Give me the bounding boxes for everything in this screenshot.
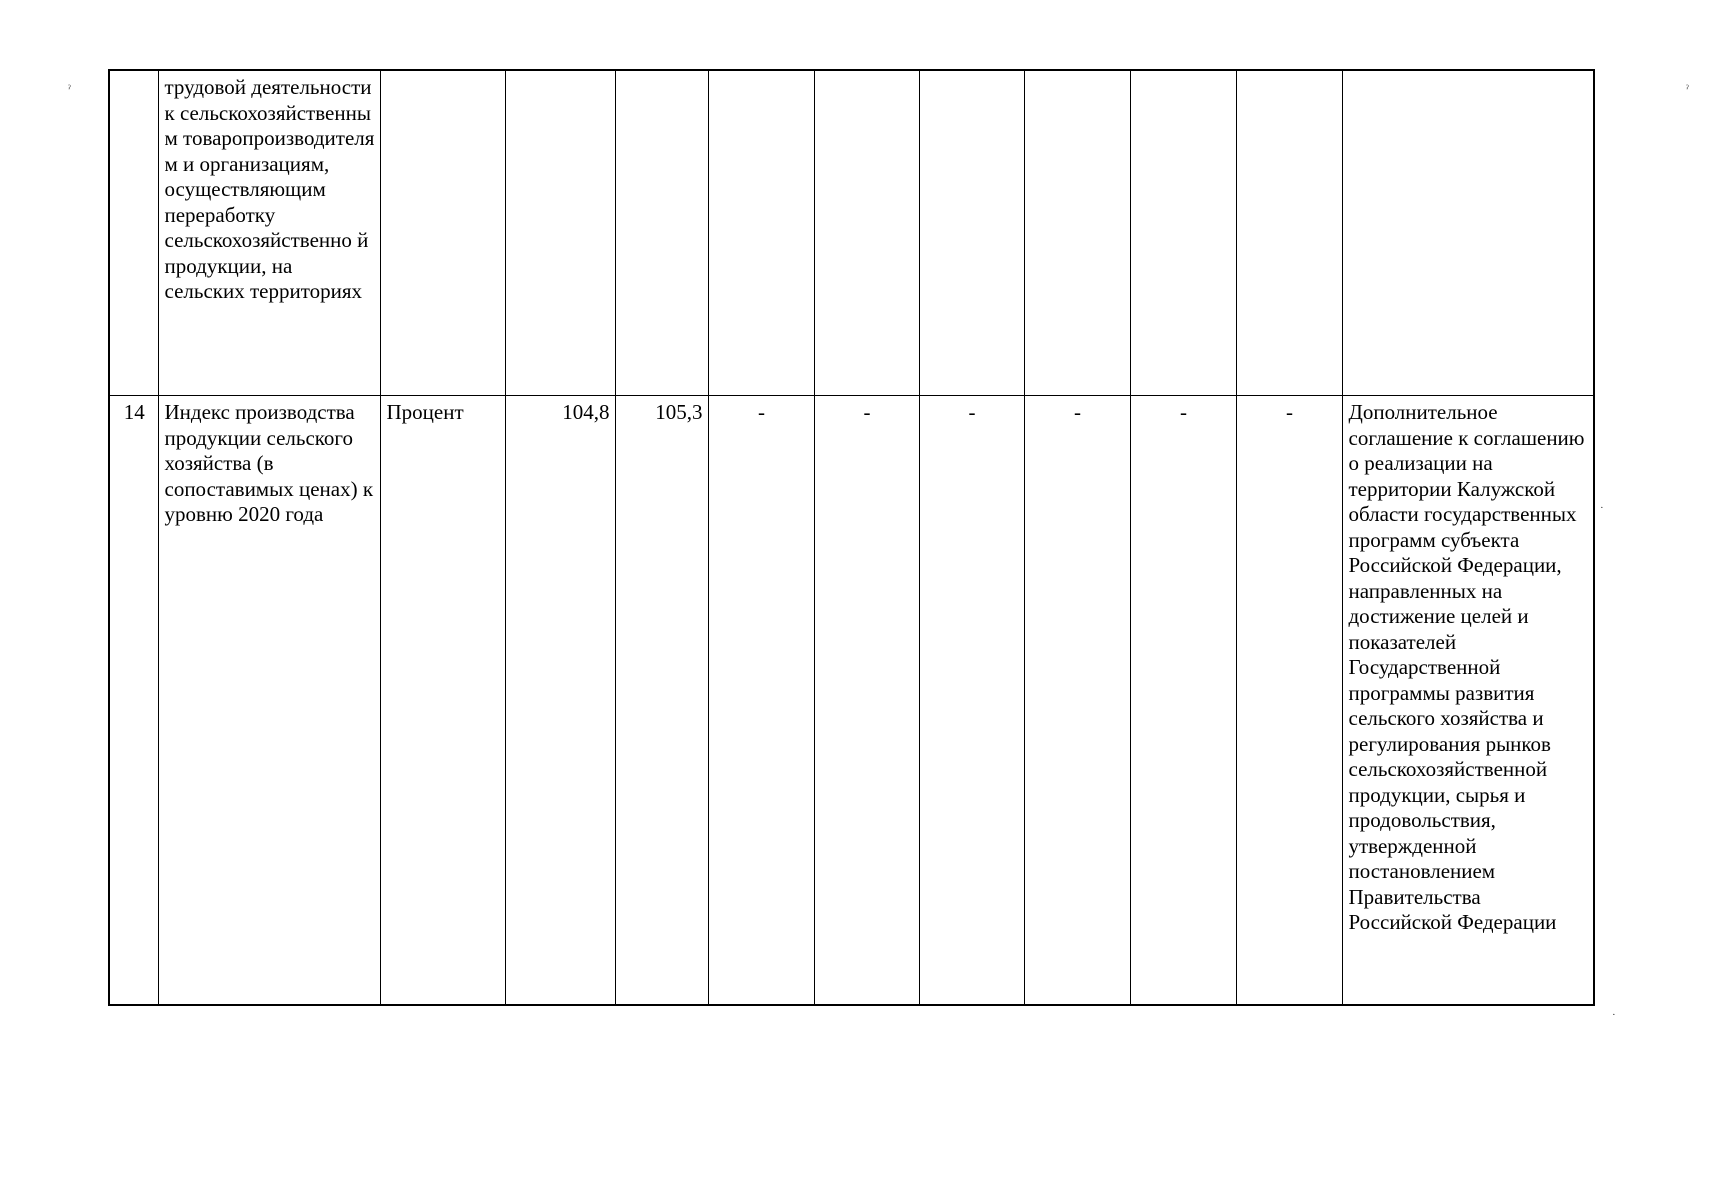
row-number-cell: 14	[109, 396, 158, 1006]
indicator-name: Индекс производства продукции сельского хозяйства (в сопоставимых ценах) к уровню 2020 года	[164, 400, 374, 526]
year-2-cell: -	[708, 396, 814, 1006]
year-3-cell	[814, 70, 919, 396]
document-cell	[1342, 396, 1594, 1006]
year-1-cell	[615, 70, 708, 396]
base-value-cell: 104,8	[505, 396, 615, 1006]
table-row	[109, 70, 1594, 396]
year-6-cell	[1130, 70, 1236, 396]
scan-mark: ˀ	[1686, 83, 1689, 95]
table-row	[109, 396, 1594, 1006]
indicator-name-cell	[158, 396, 380, 1006]
legal-basis-text: Дополнительное соглашение к соглашению о реализации на территории Калужской области государственных программ субъекта Российской Федерации, направленных на достижение целей и показателей Государственной программы развития сельского хозяйства и регулирования рынков сельскохозяйственной продукции, сырья и продовольствия, утвержденной постановлением Правительства Российской Федерации	[1348, 400, 1585, 934]
year-4-cell: -	[919, 396, 1024, 1006]
year-1-cell: 105,3	[615, 396, 708, 1006]
scan-mark: ˀ	[68, 83, 71, 95]
scan-mark: ·	[1612, 1009, 1616, 1021]
indicator-name: трудовой деятельности к сельскохозяйственны м товаропроизводителя м и организациям, осуществляющим переработку сельскохозяйственно й продукции, на сельских территориях	[164, 75, 375, 303]
year-5-cell	[1024, 70, 1130, 396]
indicators-table	[108, 69, 1595, 1006]
indicator-name-cell	[158, 70, 380, 396]
year-3-cell: -	[814, 396, 919, 1006]
scan-mark: ·	[1600, 502, 1604, 514]
year-6-cell: -	[1130, 396, 1236, 1006]
base-value-cell	[505, 70, 615, 396]
year-2-cell	[708, 70, 814, 396]
unit-cell: Процент	[380, 396, 505, 1006]
unit-cell	[380, 70, 505, 396]
year-5-cell: -	[1024, 396, 1130, 1006]
year-7-cell	[1236, 70, 1342, 396]
row-number-cell	[109, 70, 158, 396]
year-4-cell	[919, 70, 1024, 396]
year-7-cell: -	[1236, 396, 1342, 1006]
document-cell	[1342, 70, 1594, 396]
